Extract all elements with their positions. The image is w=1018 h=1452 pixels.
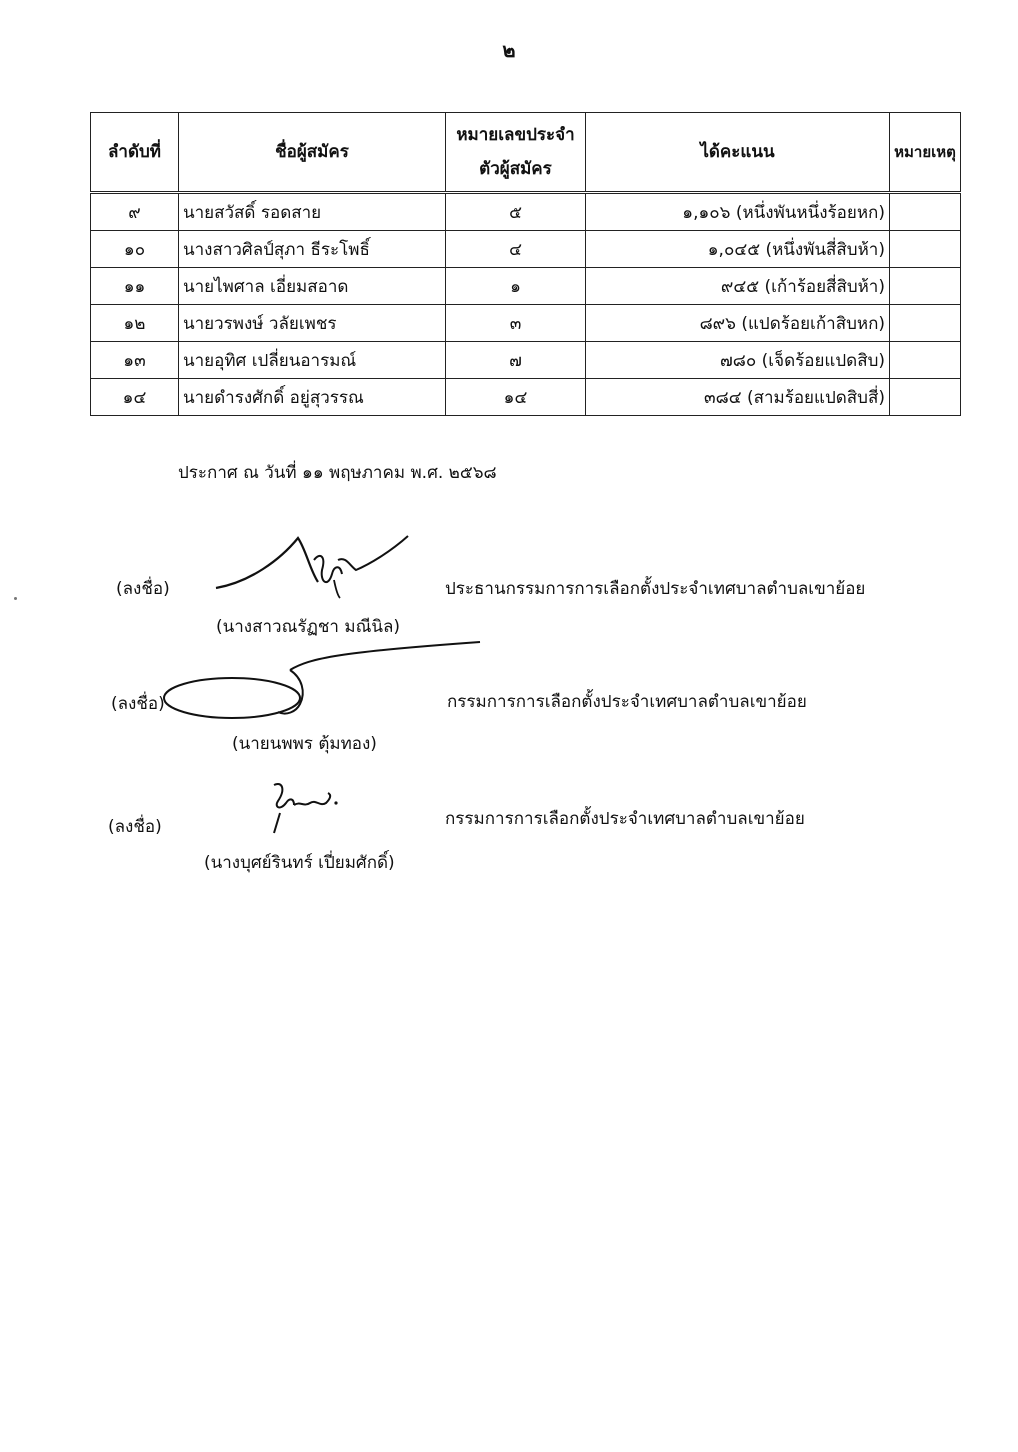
row-remark	[890, 305, 961, 342]
row-remark	[890, 268, 961, 305]
signature-block-member-2	[0, 775, 1018, 873]
signature-block-member-1	[0, 638, 1018, 754]
signer-name: (นายนพพร ตุ้มทอง)	[232, 734, 377, 754]
row-score: ๗๘๐ (เจ็ดร้อยแปดสิบ)	[586, 342, 890, 379]
row-name: นายดำรงศักดิ์ อยู่สุวรรณ	[179, 379, 446, 416]
row-number: ๑	[446, 268, 586, 305]
row-name: นางสาวศิลป์สุภา ธีระโพธิ์	[179, 231, 446, 268]
row-remark	[890, 342, 961, 379]
table-row	[91, 342, 961, 379]
sign-label: (ลงชื่อ)	[108, 817, 162, 837]
page-number: ๒	[502, 38, 516, 62]
table-header-row	[91, 113, 961, 193]
row-order: ๑๐	[91, 231, 179, 268]
handwritten-signature-icon	[150, 638, 490, 728]
header-number: หมายเลขประจำตัวผู้สมัคร	[446, 113, 586, 193]
header-score: ได้คะแนน	[586, 113, 890, 193]
row-order: ๑๓	[91, 342, 179, 379]
row-score: ๘๙๖ (แปดร้อยเก้าสิบหก)	[586, 305, 890, 342]
header-name: ชื่อผู้สมัคร	[179, 113, 446, 193]
header-order: ลำดับที่	[91, 113, 179, 193]
sign-label: (ลงชื่อ)	[116, 579, 170, 599]
row-order: ๑๑	[91, 268, 179, 305]
row-remark	[890, 193, 961, 231]
handwritten-signature-icon	[210, 530, 420, 600]
signer-role: ประธานกรรมการการเลือกตั้งประจำเทศบาลตำบลเขาย้อย	[445, 579, 866, 599]
row-number: ๑๔	[446, 379, 586, 416]
table-row	[91, 193, 961, 231]
row-remark	[890, 379, 961, 416]
signer-role: กรรมการการเลือกตั้งประจำเทศบาลตำบลเขาย้อย	[445, 809, 805, 829]
row-name: นายไพศาล เอี่ยมสอาด	[179, 268, 446, 305]
row-number: ๕	[446, 193, 586, 231]
sign-label: (ลงชื่อ)	[111, 694, 165, 714]
header-remark: หมายเหตุ	[890, 113, 961, 193]
row-number: ๓	[446, 305, 586, 342]
table-row	[91, 305, 961, 342]
row-score: ๓๘๔ (สามร้อยแปดสิบสี่)	[586, 379, 890, 416]
handwritten-signature-icon	[260, 777, 350, 837]
row-order: ๑๒	[91, 305, 179, 342]
table-row	[91, 231, 961, 268]
row-name: นายวรพงษ์ วลัยเพชร	[179, 305, 446, 342]
row-name: นายอุทิศ เปลี่ยนอารมณ์	[179, 342, 446, 379]
row-number: ๔	[446, 231, 586, 268]
signature-block-chair	[0, 530, 1018, 637]
row-order: ๙	[91, 193, 179, 231]
row-score: ๙๔๕ (เก้าร้อยสี่สิบห้า)	[586, 268, 890, 305]
row-score: ๑,๐๔๕ (หนึ่งพันสี่สิบห้า)	[586, 231, 890, 268]
announcement-date: ประกาศ ณ วันที่ ๑๑ พฤษภาคม พ.ศ. ๒๕๖๘	[178, 463, 497, 483]
signer-name: (นางสาวณรัฏชา มณีนิล)	[216, 617, 401, 637]
row-number: ๗	[446, 342, 586, 379]
row-score: ๑,๑๐๖ (หนึ่งพันหนึ่งร้อยหก)	[586, 193, 890, 231]
table-row	[91, 268, 961, 305]
results-table	[90, 112, 961, 416]
row-remark	[890, 231, 961, 268]
signer-role: กรรมการการเลือกตั้งประจำเทศบาลตำบลเขาย้อย	[447, 692, 807, 712]
table-row	[91, 379, 961, 416]
row-name: นายสวัสดิ์ รอดสาย	[179, 193, 446, 231]
signer-name: (นางบุศย์รินทร์ เปี่ยมศักดิ์)	[204, 853, 395, 873]
row-order: ๑๔	[91, 379, 179, 416]
